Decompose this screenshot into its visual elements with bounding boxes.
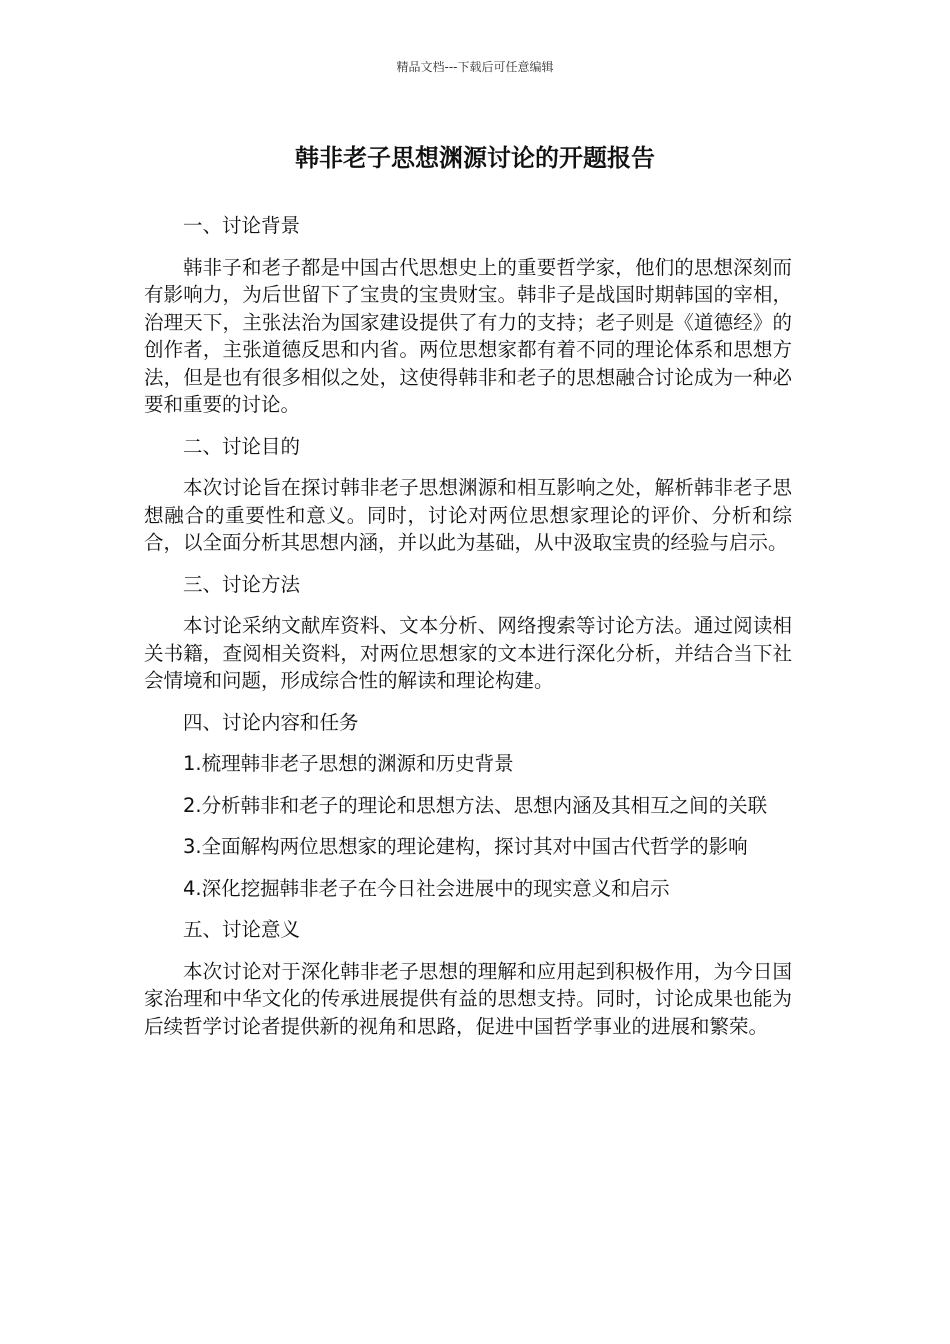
task-item-4: 4.深化挖掘韩非老子在今日社会进展中的现实意义和启示 — [183, 876, 670, 900]
document-body — [144, 212, 792, 1054]
paragraph-significance: 本次讨论对于深化韩非老子思想的理解和应用起到积极作用，为今日国家治理和中华文化的传承进展提供有益的思想支持。同时，讨论成果也能为后续哲学讨论者提供新的视角和思路，促进中国哲学事业的进展和繁荣。 — [144, 959, 792, 1038]
paragraph-purpose: 本次讨论旨在探讨韩非老子思想渊源和相互影响之处，解析韩非老子思想融合的重要性和意义。同时，讨论对两位思想家理论的评价、分析和综合，以全面分析其思想内涵，并以此为基础，从中汲取宝贵的经验与启示。 — [144, 476, 792, 554]
section-heading-significance: 五、讨论意义 — [183, 918, 301, 941]
section-heading-content-tasks: 四、讨论内容和任务 — [183, 710, 359, 734]
task-item-1: 1.梳理韩非老子思想的渊源和历史背景 — [183, 752, 514, 775]
header-note: 精品文档---下载后可任意编辑 — [396, 60, 554, 74]
section-heading-purpose: 二、讨论目的 — [183, 434, 301, 458]
document-title: 韩非老子思想渊源讨论的开题报告 — [295, 144, 655, 172]
task-item-3: 3.全面解构两位思想家的理论建构，探讨其对中国古代哲学的影响 — [183, 835, 748, 858]
task-item-2: 2.分析韩非和老子的理论和思想方法、思想内涵及其相互之间的关联 — [183, 793, 768, 817]
paragraph-background: 韩非子和老子都是中国古代思想史上的重要哲学家，他们的思想深刻而有影响力，为后世留下了宝贵的宝贵财宝。韩非子是战国时期韩国的宰相，治理天下，主张法治为国家建设提供了有力的支持；老子则是《道德经》的创作者，主张道德反思和内省。两位思想家都有着不同的理论体系和思想方法，但是也有很多相似之处，这使得韩非和老子的思想融合讨论成为一种必要和重要的讨论。 — [144, 255, 792, 416]
section-heading-method: 三、讨论方法 — [183, 572, 301, 596]
paragraph-method: 本讨论采纳文献库资料、文本分析、网络搜索等讨论方法。通过阅读相关书籍，查阅相关资料，对两位思想家的文本进行深化分析，并结合当下社会情境和问题，形成综合性的解读和理论构建。 — [144, 614, 792, 692]
section-heading-background: 一、讨论背景 — [183, 214, 301, 237]
